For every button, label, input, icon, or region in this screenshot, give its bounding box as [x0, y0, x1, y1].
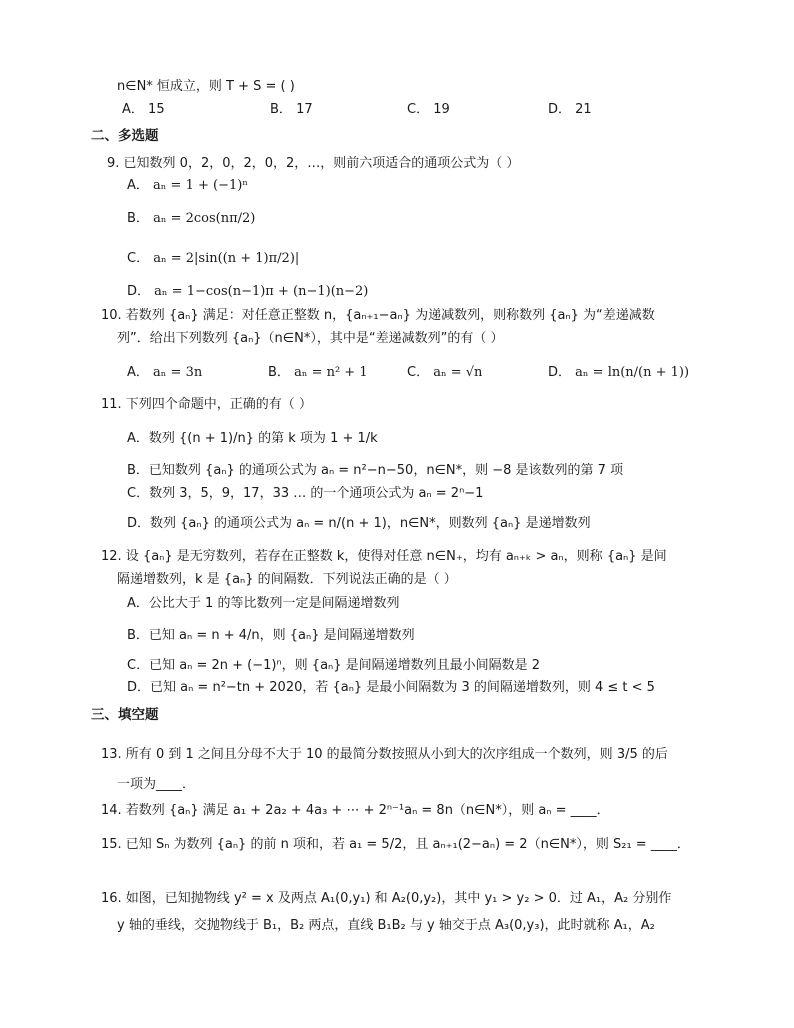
- q11-option-a: A．数列 {(n + 1)/n} 的第 k 项为 1 + 1/k: [127, 431, 378, 446]
- q9-option-c: C． aₙ = 2|sin((n + 1)π/2)|: [127, 251, 300, 266]
- q12-option-a: A．公比大于 1 的等比数列一定是间隔递增数列: [127, 596, 400, 611]
- q11-option-c: C．数列 3，5，9，17，33 … 的一个通项公式为 aₙ = 2ⁿ−1: [127, 486, 484, 501]
- q8-stem-tail: n∈N* 恒成立，则 T + S = ( ): [117, 79, 295, 94]
- q12-option-c: C．已知 aₙ = 2n + (−1)ⁿ，则 {aₙ} 是间隔递增数列且最小间隔数是 2: [127, 658, 541, 673]
- q9-option-b: B． aₙ = 2cos(nπ/2): [127, 211, 256, 226]
- q10-stem-line2: 列”．给出下列数列 {aₙ}（n∈N*），其中是“差递减数列”的有（ ）: [117, 331, 504, 346]
- q12-option-d: D．已知 aₙ = n²−tn + 2020，若 {aₙ} 是最小间隔数为 3 的间隔递增数列，则 4 ≤ t < 5: [127, 680, 655, 695]
- q9-stem: 9. 已知数列 0，2，0，2，0，2，…，则前六项适合的通项公式为（ ）: [107, 156, 520, 171]
- q12-stem-line2: 隔递增数列，k 是 {aₙ} 的间隔数．下列说法正确的是（ ）: [117, 572, 457, 587]
- q16-line2: y 轴的垂线，交抛物线于 B₁，B₂ 两点，直线 B₁B₂ 与 y 轴交于点 A₃(0,y₃)，此时就称 A₁，A₂: [117, 918, 655, 933]
- q11-option-b: B．已知数列 {aₙ} 的通项公式为 aₙ = n²−n−50，n∈N*，则 −8 是该数列的第 7 项: [127, 463, 624, 478]
- q8-option-d: D． 21: [548, 102, 592, 117]
- q12-option-b: B．已知 aₙ = n + 4/n，则 {aₙ} 是间隔递增数列: [127, 628, 415, 643]
- q12-stem-line1: 12. 设 {aₙ} 是无穷数列，若存在正整数 k，使得对任意 n∈N₊，均有 aₙ₊ₖ > aₙ，则称 {aₙ} 是间: [101, 549, 667, 564]
- q9-option-d: D． aₙ = 1−cos(n−1)π + (n−1)(n−2): [127, 284, 369, 299]
- q13-line2: 一项为____．: [117, 777, 196, 792]
- section-heading-multiple-choice: 二、多选题: [91, 128, 159, 144]
- q10-option-a: A． aₙ = 3n: [127, 365, 203, 380]
- q8-option-b: B． 17: [270, 102, 313, 117]
- q9-option-a: A． aₙ = 1 + (−1)ⁿ: [127, 178, 248, 193]
- q10-option-b: B． aₙ = n² + 1: [268, 365, 368, 380]
- q14-line1: 14. 若数列 {aₙ} 满足 a₁ + 2a₂ + 4a₃ + ⋯ + 2ⁿ⁻¹aₙ = 8n（n∈N*），则 aₙ = ____．: [101, 803, 610, 818]
- q8-option-a: A． 15: [122, 102, 165, 117]
- q11-stem: 11. 下列四个命题中，正确的有（ ）: [101, 397, 312, 412]
- q10-option-c: C． aₙ = √n: [407, 365, 483, 380]
- q13-line1: 13. 所有 0 到 1 之间且分母不大于 10 的最简分数按照从小到大的次序组成一个数列，则 3/5 的后: [101, 747, 668, 762]
- section-heading-fill-in: 三、填空题: [91, 707, 159, 723]
- q11-option-d: D．数列 {aₙ} 的通项公式为 aₙ = n/(n + 1)，n∈N*，则数列 {aₙ} 是递增数列: [127, 516, 591, 531]
- q15-line1: 15. 已知 Sₙ 为数列 {aₙ} 的前 n 项和，若 a₁ = 5/2，且 aₙ₊₁(2−aₙ) = 2（n∈N*），则 S₂₁ = ____．: [101, 837, 690, 852]
- q8-option-c: C． 19: [407, 102, 450, 117]
- q10-option-d: D． aₙ = ln(n/(n + 1)): [548, 365, 690, 380]
- q16-line1: 16. 如图，已知抛物线 y² = x 及两点 A₁(0,y₁) 和 A₂(0,y₂)，其中 y₁ > y₂ > 0．过 A₁，A₂ 分别作: [101, 891, 672, 906]
- q10-stem-line1: 10. 若数列 {aₙ} 满足：对任意正整数 n，{aₙ₊₁−aₙ} 为递减数列，则称数列 {aₙ} 为“差递减数: [101, 308, 655, 323]
